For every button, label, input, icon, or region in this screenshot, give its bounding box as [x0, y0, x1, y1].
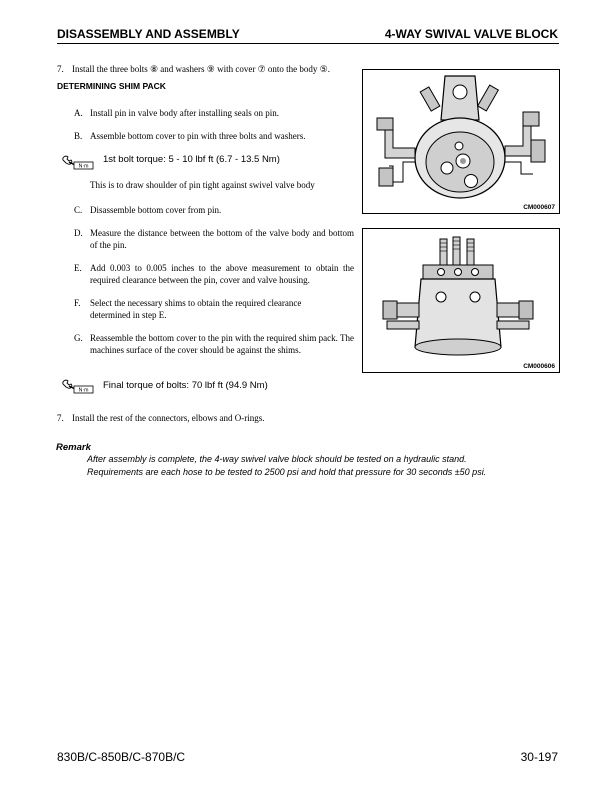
torque-wrench-icon: [61, 378, 95, 394]
step-e-text: Add 0.003 to 0.005 inches to the above measurement to obtain the required clearance between the pin, cover and valve housing.: [90, 263, 354, 285]
page-header: [57, 26, 559, 44]
wrench-nm-label: N·m: [78, 163, 89, 170]
step-d-text: Measure the distance between the bottom of the valve body and bottom of the pin.: [90, 228, 354, 250]
remark-title: Remark: [56, 442, 91, 453]
final-bolt-torque: Final torque of bolts: 70 lbf ft (94.9 Nm): [103, 380, 268, 391]
step-c-text: Disassemble bottom cover from pin.: [90, 205, 222, 215]
shoulder-note: This is to draw shoulder of pin tight against swivel valve body: [90, 180, 315, 190]
step-a-label: A.: [74, 108, 83, 118]
step-d-label: D.: [74, 228, 83, 238]
figure-valve-block-top: [362, 69, 560, 214]
step-f-label: F.: [74, 298, 81, 308]
remark-line-2: Requirements are each hose to be tested to 2500 psi and hold that pressure for 30 seconds ±50 psi.: [87, 467, 487, 477]
valve-block-side-view-icon: [363, 229, 559, 372]
step-b-text: Assemble bottom cover to pin with three bolts and washers.: [90, 131, 306, 141]
header-section-title: DISASSEMBLY AND ASSEMBLY: [57, 27, 240, 41]
remark-line-1: After assembly is complete, the 4-way swivel valve block should be tested on a hydraulic stand.: [87, 454, 467, 464]
figure-valve-block-side: [362, 228, 560, 373]
header-component-title: 4-WAY SWIVAL VALVE BLOCK: [384, 27, 558, 41]
step-7-text: Install the three bolts ⑧ and washers ⑨ with cover ⑦ onto the body ⑤.: [72, 64, 330, 74]
section-title: DETERMINING SHIM PACK: [57, 81, 166, 91]
wrench-nm-label: N·m: [78, 387, 89, 394]
step-7b-text: Install the rest of the connectors, elbows and O-rings.: [72, 413, 265, 423]
step-7b-number: 7.: [57, 413, 64, 423]
first-bolt-torque: 1st bolt torque: 5 - 10 lbf ft (6.7 - 13.5 Nm): [103, 154, 280, 165]
footer-model-numbers: 830B/C-850B/C-870B/C: [57, 750, 186, 764]
step-b-label: B.: [74, 131, 83, 141]
figure-2-caption: CM000606: [523, 363, 555, 370]
step-7-number: 7.: [57, 64, 64, 74]
step-e-label: E.: [74, 263, 82, 273]
figure-1-caption: CM000607: [523, 204, 555, 211]
valve-block-top-view-icon: [363, 70, 559, 213]
torque-wrench-icon: [61, 154, 95, 170]
step-a-text: Install pin in valve body after installing seals on pin.: [90, 108, 279, 118]
step-g-text: Reassemble the bottom cover to the pin with the required shim pack. The machines surface of the cover should be against the shims.: [90, 333, 354, 355]
footer-page-number: 30-197: [520, 750, 558, 764]
step-g-label: G.: [74, 333, 83, 343]
step-f-text: Select the necessary shims to obtain the required clearance determined in step E.: [90, 298, 302, 320]
step-c-label: C.: [74, 205, 83, 215]
